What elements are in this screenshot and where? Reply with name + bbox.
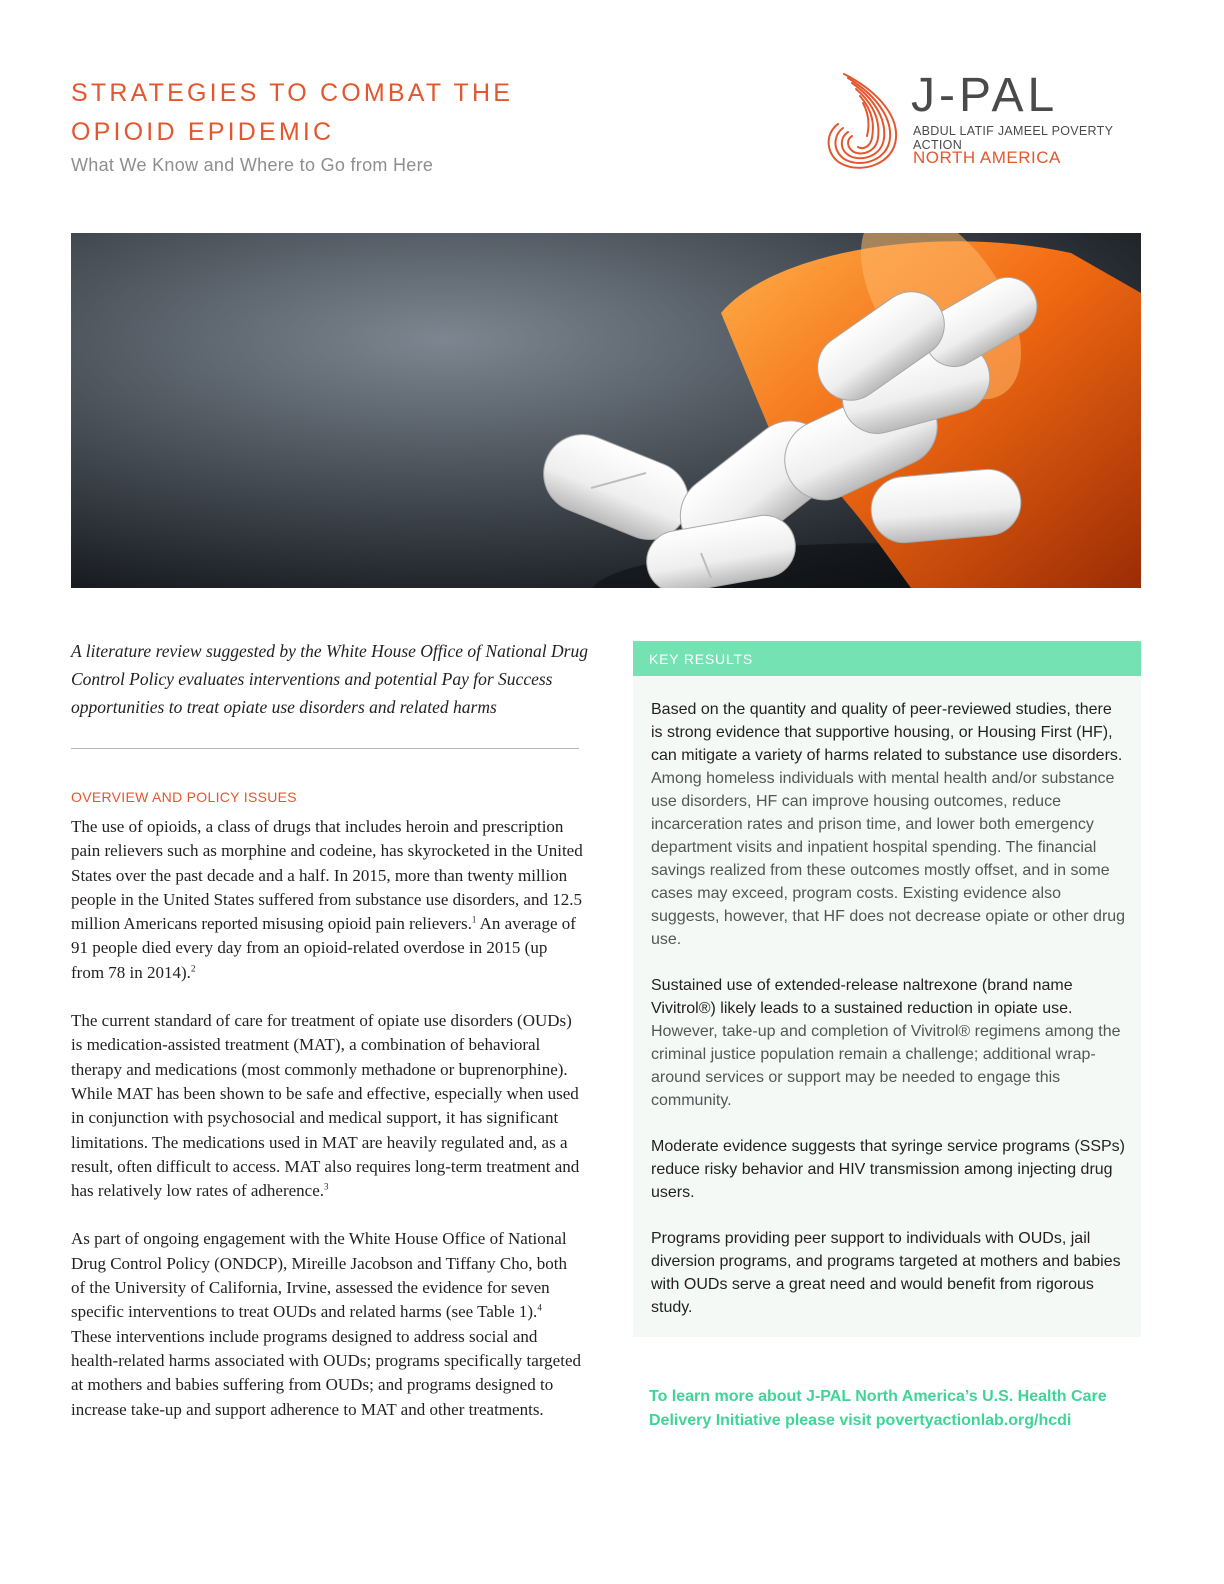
key-result-detail: Among homeless individuals with mental health and/or substance use disorders, HF can improve housing outcomes, reduce incarceration rates and prison time, and lower both emergency department visits and inpatient hospital spending. The financial savings realized from these outcomes mostly offset, and in some cases may exceed, program costs. Existing evidence also suggests, however, that HF does not decrease opiate or other drug use.: [651, 770, 1126, 948]
title-line-2: OPIOID EPIDEMIC: [71, 118, 335, 146]
key-results-box: [633, 641, 1141, 1337]
key-result-lead: Based on the quantity and quality of peer-reviewed studies, there is strong evidence that supportive housing, or Housing First (HF), can mitigate a variety of harms related to substance use disorders.: [651, 701, 1123, 764]
key-result-item: [651, 1227, 1127, 1319]
jpal-swirl-icon: [822, 68, 904, 176]
footnote-ref-1: 1: [471, 914, 477, 925]
body-text: These interventions include programs designed to address social and health-related harms associated with OUDs; programs specifically targeted at mothers and babies suffering from OUDs; and programs designed to increase take-up and support adherence to MAT and other treatments.: [71, 1326, 581, 1419]
footnote-ref-4: 4: [537, 1302, 542, 1313]
footnote-ref-3: 3: [324, 1181, 329, 1192]
title-line-1: STRATEGIES TO COMBAT THE: [71, 79, 514, 107]
body-text: As part of ongoing engagement with the White House Office of National Drug Control Policy (ONDCP), Mireille Jacobson and Tiffany Cho, both of the University of California, Irvine, assessed the evidence for seven specific interventions to treat OUDs and related harms (see Table 1).: [71, 1229, 567, 1322]
footnote-ref-2: 2: [190, 963, 196, 974]
key-result-item: [651, 1135, 1127, 1204]
key-result-item: [651, 698, 1127, 951]
key-results-header: KEY RESULTS: [633, 641, 1141, 676]
hero-image-pills: [71, 233, 1141, 588]
body-paragraph-1: [71, 815, 583, 985]
logo-tagline: ABDUL LATIF JAMEEL POVERTY ACTION: [913, 124, 1113, 152]
logo-name: J-PAL: [911, 69, 1059, 122]
body-paragraph-2: [71, 1009, 583, 1203]
body-text: The use of opioids, a class of drugs that includes heroin and prescription pain relievers such as morphine and codeine, has skyrocketed in the United States over the past decade and a half. In 2015, more than twenty million people in the United States suffered from substance use disorders, and 12.5 million Americans reported misusing opioid pain relievers.: [71, 817, 583, 934]
body-text: The current standard of care for treatment of opiate use disorders (OUDs) is medication-assisted treatment (MAT), a combination of behavioral therapy and medications (most commonly methadone or buprenorphine). While MAT has been shown to be safe and effective, especially when used in conjunction with psychosocial and medical support, it has significant limitations. The medications used in MAT are heavily regulated and, as a result, often difficult to access. MAT also requires long-term treatment and has relatively low rates of adherence.: [71, 1011, 580, 1201]
section-heading: OVERVIEW AND POLICY ISSUES: [71, 789, 297, 805]
document-subtitle: What We Know and Where to Go from Here: [71, 155, 434, 175]
key-result-lead: Moderate evidence suggests that syringe service programs (SSPs) reduce risky behavior and HIV transmission among injecting drug users.: [651, 1138, 1125, 1201]
document-title: [71, 74, 513, 152]
jpal-logo: [822, 68, 1152, 178]
body-paragraph-3: [71, 1227, 583, 1421]
learn-more-link[interactable]: To learn more about J-PAL North America’s U.S. Health Care Delivery Initiative please visit povertyactionlab.org/hcdi: [649, 1388, 1107, 1429]
key-result-detail: However, take-up and completion of Vivitrol® regimens among the criminal justice population remain a challenge; additional wrap-around services or support may be needed to engage this community.: [651, 1023, 1121, 1109]
body-text: An average of 91 people died every day from an opioid-related overdose in 2015 (up from 78 in 2014).: [71, 914, 576, 982]
key-result-lead: Programs providing peer support to individuals with OUDs, jail diversion programs, and programs targeted at mothers and babies with OUDs serve a great need and would benefit from rigorous study.: [651, 1230, 1121, 1316]
intro-summary: A literature review suggested by the White House Office of National Drug Control Policy evaluates interventions and potential Pay for Success opportunities to treat opiate use disorders and related harms: [71, 641, 588, 717]
section-divider: [71, 748, 579, 749]
logo-region: NORTH AMERICA: [913, 148, 1061, 167]
key-result-item: [651, 974, 1127, 1112]
key-result-lead: Sustained use of extended-release naltrexone (brand name Vivitrol®) likely leads to a sustained reduction in opiate use.: [651, 977, 1073, 1017]
overview-body: [71, 815, 583, 1446]
